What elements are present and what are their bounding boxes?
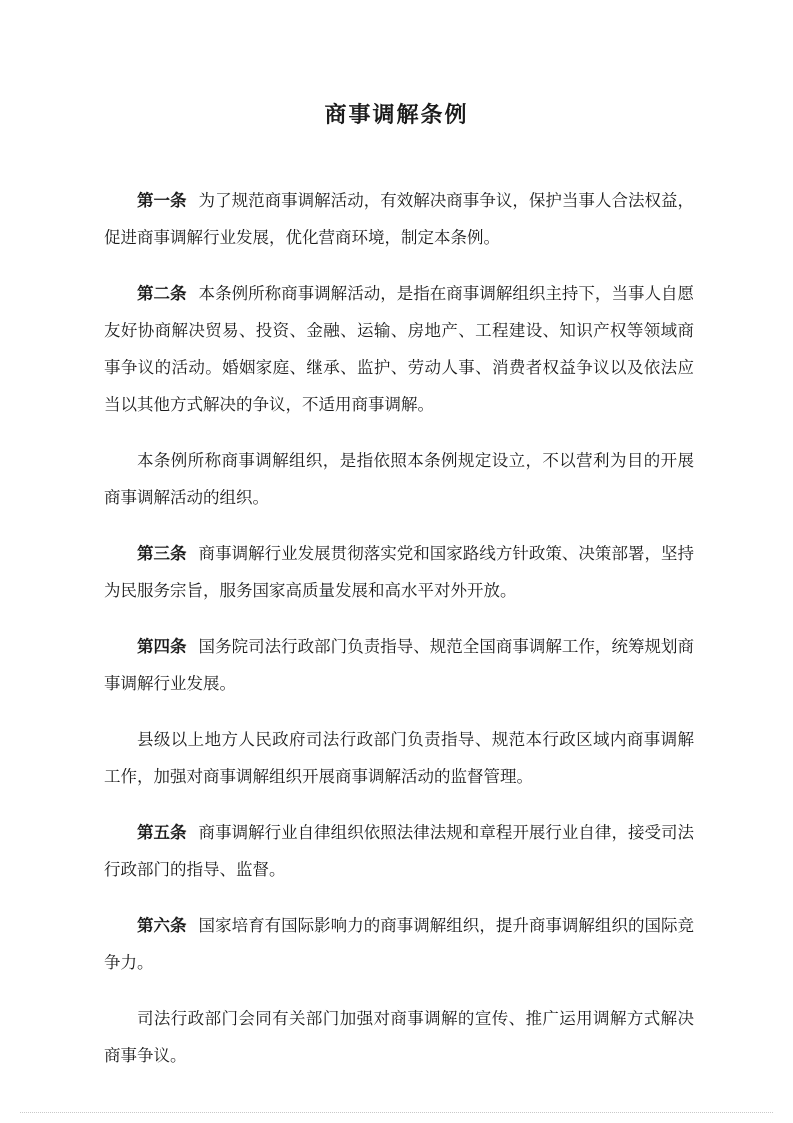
- paragraph-article-4-continued: [104, 721, 694, 795]
- paragraph-text: 为了规范商事调解活动，有效解决商事争议，保护当事人合法权益，促进商事调解行业发展，优化营商环境，制定本条例。: [104, 191, 694, 247]
- paragraph-text: 商事调解行业发展贯彻落实党和国家路线方针政策、决策部署，坚持为民服务宗旨，服务国家高质量发展和高水平对外开放。: [104, 544, 694, 600]
- paragraph-article-2-continued: [104, 442, 694, 516]
- paragraph-article-1: [104, 182, 694, 256]
- document-title: 商事调解条例: [324, 102, 469, 128]
- paragraph-text: 国家培育有国际影响力的商事调解组织，提升商事调解组织的国际竞争力。: [104, 916, 694, 972]
- page-edge-line: [20, 1112, 773, 1113]
- article-number: 第二条: [137, 284, 187, 303]
- paragraph-text: 本条例所称商事调解活动，是指在商事调解组织主持下，当事人自愿友好协商解决贸易、投资、金融、运输、房地产、工程建设、知识产权等领域商事争议的活动。婚姻家庭、继承、监护、劳动人事、消费者权益争议以及依法应当以其他方式解决的争议，不适用商事调解。: [104, 284, 694, 414]
- paragraph-text: 商事调解行业自律组织依照法律法规和章程开展行业自律，接受司法行政部门的指导、监督。: [104, 823, 694, 879]
- paragraph-article-5: [104, 814, 694, 888]
- article-number: 第六条: [137, 916, 187, 935]
- paragraph-text: 司法行政部门会同有关部门加强对商事调解的宣传、推广运用调解方式解决商事争议。: [104, 1009, 694, 1065]
- article-number: 第四条: [137, 637, 187, 656]
- paragraph-article-6-continued: [104, 1000, 694, 1074]
- paragraph-text: 本条例所称商事调解组织，是指依照本条例规定设立，不以营利为目的开展商事调解活动的组织。: [104, 451, 694, 507]
- paragraph-text: 县级以上地方人民政府司法行政部门负责指导、规范本行政区域内商事调解工作，加强对商事调解组织开展商事调解活动的监督管理。: [104, 730, 694, 786]
- paragraph-text: 国务院司法行政部门负责指导、规范全国商事调解工作，统筹规划商事调解行业发展。: [104, 637, 694, 693]
- article-number: 第五条: [137, 823, 187, 842]
- article-number: 第一条: [137, 191, 187, 210]
- paragraph-article-2: [104, 275, 694, 423]
- paragraph-article-3: [104, 535, 694, 609]
- article-number: 第三条: [137, 544, 187, 563]
- paragraph-article-6: [104, 907, 694, 981]
- document-body: [104, 182, 694, 1093]
- paragraph-article-4: [104, 628, 694, 702]
